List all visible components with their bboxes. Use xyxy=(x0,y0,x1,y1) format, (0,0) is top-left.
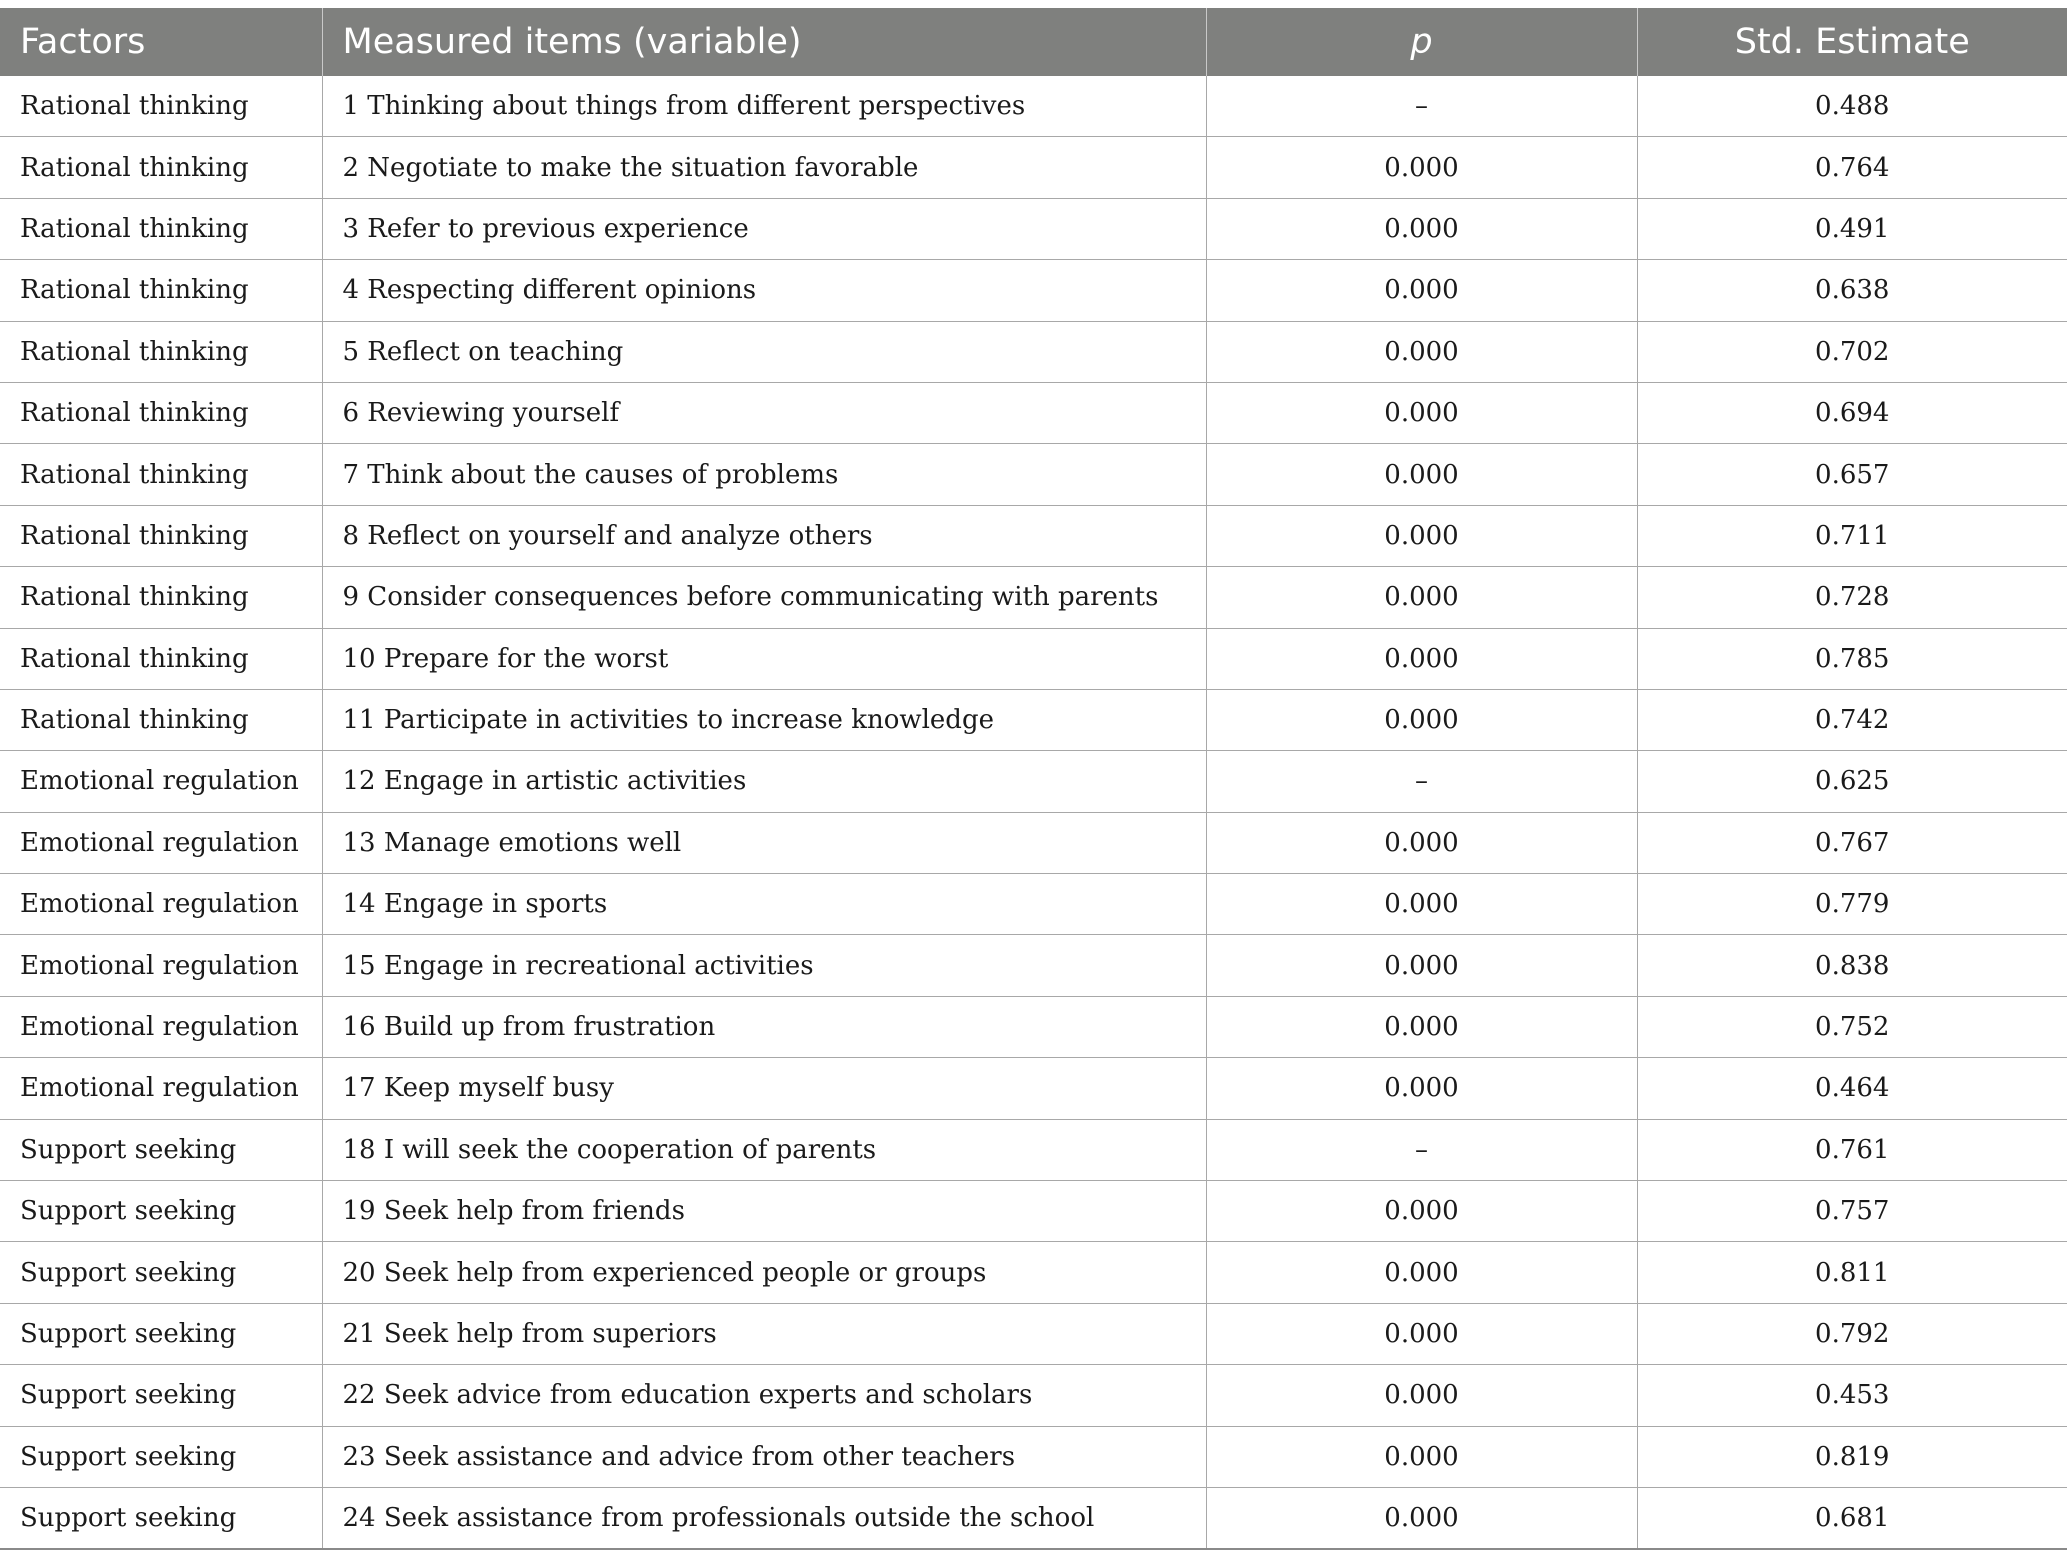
measured-item-cell: 23 Seek assistance and advice from other teachers xyxy=(322,1426,1206,1487)
p-value-cell: 0.000 xyxy=(1206,628,1637,689)
std-estimate-cell: 0.711 xyxy=(1637,505,2067,566)
table-row xyxy=(0,1303,2067,1364)
measured-item-cell: 14 Engage in sports xyxy=(322,874,1206,935)
p-value-cell: 0.000 xyxy=(1206,874,1637,935)
table-row xyxy=(0,1058,2067,1119)
factor-cell: Support seeking xyxy=(0,1426,322,1487)
table-row xyxy=(0,1119,2067,1180)
p-value-cell: 0.000 xyxy=(1206,1303,1637,1364)
factor-cell: Support seeking xyxy=(0,1303,322,1364)
factor-cell: Support seeking xyxy=(0,1119,322,1180)
factor-cell: Rational thinking xyxy=(0,76,322,137)
header-row xyxy=(0,8,2067,76)
table-row xyxy=(0,1487,2067,1549)
std-estimate-cell: 0.757 xyxy=(1637,1181,2067,1242)
std-estimate-cell: 0.811 xyxy=(1637,1242,2067,1303)
factor-cell: Rational thinking xyxy=(0,321,322,382)
p-value-cell: 0.000 xyxy=(1206,444,1637,505)
table-row xyxy=(0,1181,2067,1242)
table-row xyxy=(0,935,2067,996)
factor-cell: Support seeking xyxy=(0,1181,322,1242)
p-value-cell: – xyxy=(1206,751,1637,812)
table-row xyxy=(0,751,2067,812)
measured-item-cell: 3 Refer to previous experience xyxy=(322,198,1206,259)
factor-cell: Rational thinking xyxy=(0,689,322,750)
std-estimate-cell: 0.625 xyxy=(1637,751,2067,812)
std-estimate-cell: 0.761 xyxy=(1637,1119,2067,1180)
table-row xyxy=(0,996,2067,1057)
table-row xyxy=(0,505,2067,566)
measured-item-cell: 7 Think about the causes of problems xyxy=(322,444,1206,505)
p-value-cell: 0.000 xyxy=(1206,260,1637,321)
header-factors: Factors xyxy=(0,8,322,76)
std-estimate-cell: 0.657 xyxy=(1637,444,2067,505)
measured-item-cell: 9 Consider consequences before communicating with parents xyxy=(322,567,1206,628)
std-estimate-cell: 0.819 xyxy=(1637,1426,2067,1487)
p-value-cell: 0.000 xyxy=(1206,935,1637,996)
std-estimate-cell: 0.453 xyxy=(1637,1365,2067,1426)
measured-item-cell: 12 Engage in artistic activities xyxy=(322,751,1206,812)
std-estimate-cell: 0.764 xyxy=(1637,137,2067,198)
p-value-cell: 0.000 xyxy=(1206,689,1637,750)
std-estimate-cell: 0.792 xyxy=(1637,1303,2067,1364)
factor-cell: Rational thinking xyxy=(0,567,322,628)
header-p-value: p xyxy=(1206,8,1637,76)
measured-item-cell: 24 Seek assistance from professionals outside the school xyxy=(322,1487,1206,1549)
p-value-cell: – xyxy=(1206,1119,1637,1180)
p-value-cell: – xyxy=(1206,76,1637,137)
p-value-cell: 0.000 xyxy=(1206,137,1637,198)
p-value-cell: 0.000 xyxy=(1206,505,1637,566)
factor-cell: Rational thinking xyxy=(0,137,322,198)
p-value-cell: 0.000 xyxy=(1206,198,1637,259)
std-estimate-cell: 0.638 xyxy=(1637,260,2067,321)
table-row xyxy=(0,1365,2067,1426)
measured-item-cell: 13 Manage emotions well xyxy=(322,812,1206,873)
factor-loadings-table-container xyxy=(0,8,2067,1550)
p-value-cell: 0.000 xyxy=(1206,321,1637,382)
p-value-cell: 0.000 xyxy=(1206,812,1637,873)
measured-item-cell: 4 Respecting different opinions xyxy=(322,260,1206,321)
table-row xyxy=(0,198,2067,259)
factor-cell: Rational thinking xyxy=(0,444,322,505)
factor-cell: Rational thinking xyxy=(0,382,322,443)
measured-item-cell: 20 Seek help from experienced people or groups xyxy=(322,1242,1206,1303)
table-row xyxy=(0,444,2067,505)
factor-cell: Support seeking xyxy=(0,1365,322,1426)
std-estimate-cell: 0.491 xyxy=(1637,198,2067,259)
std-estimate-cell: 0.767 xyxy=(1637,812,2067,873)
factor-cell: Emotional regulation xyxy=(0,874,322,935)
p-value-cell: 0.000 xyxy=(1206,1058,1637,1119)
p-value-cell: 0.000 xyxy=(1206,996,1637,1057)
measured-item-cell: 6 Reviewing yourself xyxy=(322,382,1206,443)
p-value-cell: 0.000 xyxy=(1206,1181,1637,1242)
std-estimate-cell: 0.785 xyxy=(1637,628,2067,689)
std-estimate-cell: 0.838 xyxy=(1637,935,2067,996)
factor-cell: Rational thinking xyxy=(0,260,322,321)
p-value-cell: 0.000 xyxy=(1206,1365,1637,1426)
std-estimate-cell: 0.752 xyxy=(1637,996,2067,1057)
measured-item-cell: 1 Thinking about things from different perspectives xyxy=(322,76,1206,137)
std-estimate-cell: 0.728 xyxy=(1637,567,2067,628)
table-row xyxy=(0,689,2067,750)
measured-item-cell: 16 Build up from frustration xyxy=(322,996,1206,1057)
table-row xyxy=(0,1426,2067,1487)
p-value-cell: 0.000 xyxy=(1206,382,1637,443)
measured-item-cell: 15 Engage in recreational activities xyxy=(322,935,1206,996)
table-row xyxy=(0,567,2067,628)
std-estimate-cell: 0.464 xyxy=(1637,1058,2067,1119)
std-estimate-cell: 0.742 xyxy=(1637,689,2067,750)
table-row xyxy=(0,321,2067,382)
p-value-cell: 0.000 xyxy=(1206,1426,1637,1487)
table-row xyxy=(0,1242,2067,1303)
measured-item-cell: 19 Seek help from friends xyxy=(322,1181,1206,1242)
table-row xyxy=(0,382,2067,443)
header-std-estimate: Std. Estimate xyxy=(1637,8,2067,76)
table-row xyxy=(0,874,2067,935)
measured-item-cell: 21 Seek help from superiors xyxy=(322,1303,1206,1364)
measured-item-cell: 17 Keep myself busy xyxy=(322,1058,1206,1119)
factor-cell: Emotional regulation xyxy=(0,812,322,873)
p-value-cell: 0.000 xyxy=(1206,567,1637,628)
factor-cell: Rational thinking xyxy=(0,628,322,689)
std-estimate-cell: 0.694 xyxy=(1637,382,2067,443)
factor-cell: Emotional regulation xyxy=(0,751,322,812)
header-measured-items: Measured items (variable) xyxy=(322,8,1206,76)
factor-cell: Emotional regulation xyxy=(0,1058,322,1119)
table-body xyxy=(0,76,2067,1549)
table-row xyxy=(0,812,2067,873)
measured-item-cell: 18 I will seek the cooperation of parents xyxy=(322,1119,1206,1180)
measured-item-cell: 5 Reflect on teaching xyxy=(322,321,1206,382)
factor-cell: Emotional regulation xyxy=(0,935,322,996)
measured-item-cell: 2 Negotiate to make the situation favorable xyxy=(322,137,1206,198)
factor-cell: Support seeking xyxy=(0,1242,322,1303)
factor-cell: Emotional regulation xyxy=(0,996,322,1057)
table-row xyxy=(0,628,2067,689)
table-row xyxy=(0,137,2067,198)
table-row xyxy=(0,260,2067,321)
p-value-cell: 0.000 xyxy=(1206,1487,1637,1549)
factor-cell: Rational thinking xyxy=(0,198,322,259)
std-estimate-cell: 0.779 xyxy=(1637,874,2067,935)
table-header xyxy=(0,8,2067,76)
factor-cell: Rational thinking xyxy=(0,505,322,566)
measured-item-cell: 10 Prepare for the worst xyxy=(322,628,1206,689)
p-value-cell: 0.000 xyxy=(1206,1242,1637,1303)
factor-loadings-table xyxy=(0,8,2067,1550)
std-estimate-cell: 0.488 xyxy=(1637,76,2067,137)
measured-item-cell: 8 Reflect on yourself and analyze others xyxy=(322,505,1206,566)
std-estimate-cell: 0.681 xyxy=(1637,1487,2067,1549)
table-row xyxy=(0,76,2067,137)
factor-cell: Support seeking xyxy=(0,1487,322,1549)
measured-item-cell: 11 Participate in activities to increase knowledge xyxy=(322,689,1206,750)
measured-item-cell: 22 Seek advice from education experts and scholars xyxy=(322,1365,1206,1426)
std-estimate-cell: 0.702 xyxy=(1637,321,2067,382)
